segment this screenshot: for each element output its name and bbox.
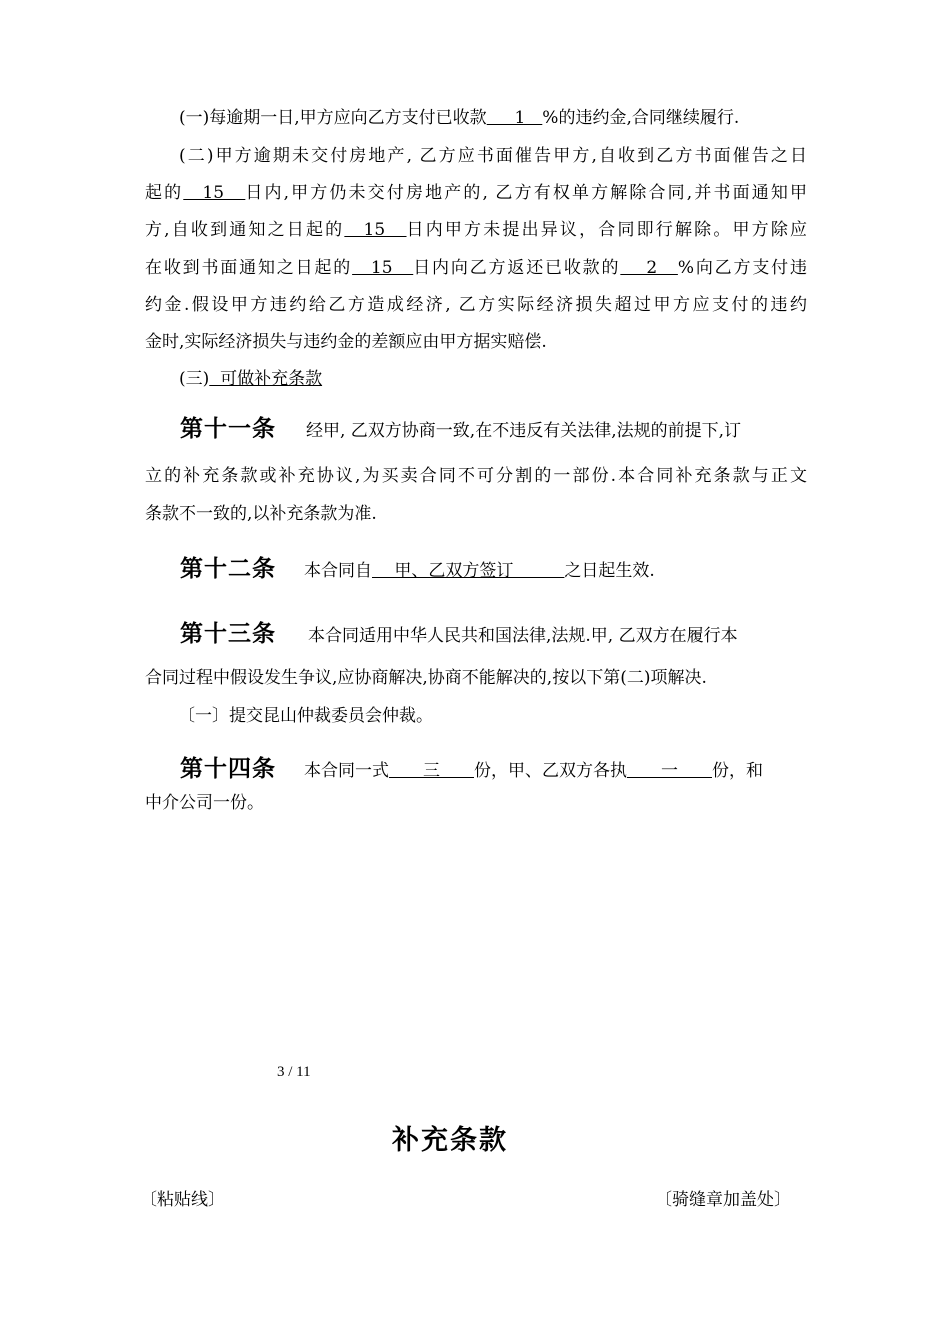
clause-10-item-1 <box>145 100 807 137</box>
supplement-title: 补充条款 <box>392 1125 508 1156</box>
penalty-rate-blank: 1 <box>486 108 543 128</box>
days-blank-1: 15 <box>183 183 246 203</box>
seam-seal-label: 〔骑缝章加盖处〕 <box>655 1190 791 1210</box>
item3-supplement-text: 可做补充条款 <box>209 369 323 389</box>
arbitration-option: 〔一〕提交昆山仲裁委员会仲裁。 <box>178 706 433 726</box>
each-copies-blank: 一 <box>627 761 712 781</box>
item1-text-b: %的违约金,合同继续履行. <box>542 108 740 128</box>
clause-13-line-2 <box>145 660 807 697</box>
item1-text-a: (一)每逾期一日,甲方应向乙方支付已收款 <box>179 108 487 128</box>
item2-line3-b: 日内甲方未提出异议，合同即行解除。甲方除应 <box>406 220 808 240</box>
days-blank-3: 15 <box>352 258 414 278</box>
clause-12 <box>180 550 807 583</box>
clause-14-text-b: 份，甲、乙双方各执 <box>474 761 627 781</box>
clause-13-text-2: 合同过程中假设发生争议,应协商解决,协商不能解决的,按以下第(二)项解决. <box>145 668 707 688</box>
percent-blank: 2 <box>620 258 678 278</box>
clause-14-text-2: 中介公司一份。 <box>145 793 264 813</box>
clause-11-text-1: 经甲, 乙双方协商一致,在不违反有关法律,法规的前提下,订 <box>306 421 742 441</box>
days-blank-2: 15 <box>344 220 407 240</box>
clause-12-text-b: 之日起生效. <box>564 561 655 581</box>
item2-line4-a: 在收到书面通知之日起的 <box>145 258 353 278</box>
clause-11-line-1 <box>180 410 807 443</box>
effective-condition-blank: 甲、乙双方签订 <box>372 561 565 581</box>
clause-10-item-2-line-1 <box>145 138 807 175</box>
clause-11-text-2: 立的补充条款或补充协议,为买卖合同不可分割的一部份.本合同补充条款与正文 <box>145 466 807 486</box>
clause-13-title: 第十三条 <box>180 621 276 647</box>
item2-line4-b: 日内向乙方返还已收款的 <box>413 258 621 278</box>
clause-12-text-a: 本合同自 <box>304 561 372 581</box>
item2-line4-c: %向乙方支付违 <box>677 258 807 278</box>
clause-14-text-a: 本合同一式 <box>304 761 389 781</box>
clause-10-item-2-line-6 <box>145 324 807 361</box>
clause-10-item-2-line-5 <box>145 287 807 324</box>
clause-11-title: 第十一条 <box>180 416 276 442</box>
paste-line-label: 〔粘贴线〕 <box>140 1190 225 1210</box>
clause-13-line-1 <box>180 615 807 648</box>
clause-14-line-1 <box>180 750 807 783</box>
item3-prefix: (三) <box>179 369 210 389</box>
clause-11-line-3 <box>145 496 807 533</box>
clause-10-item-3 <box>145 361 807 398</box>
item2-line2-b: 日内,甲方仍未交付房地产的, 乙方有权单方解除合同,并书面通知甲 <box>245 183 808 203</box>
clause-11-line-2 <box>145 458 807 495</box>
clause-11-text-3: 条款不一致的,以补充条款为准. <box>145 504 377 524</box>
clause-14-title: 第十四条 <box>180 756 276 782</box>
clause-14-text-c: 份，和 <box>712 761 763 781</box>
item2-line3-a: 方,自收到通知之日起的 <box>145 220 345 240</box>
page-number: 3 / 11 <box>277 1064 311 1080</box>
clause-12-title: 第十二条 <box>180 556 276 582</box>
clause-10-item-2-line-2 <box>145 175 807 212</box>
copies-blank: 三 <box>389 761 474 781</box>
item2-line6: 金时,实际经济损失与违约金的差额应由甲方据实赔偿. <box>145 332 547 352</box>
clause-13-text-1: 本合同适用中华人民共和国法律,法规.甲, 乙双方在履行本 <box>308 626 738 646</box>
clause-10-item-2-line-3 <box>145 212 807 249</box>
item2-line1: (二)甲方逾期未交付房地产, 乙方应书面催告甲方,自收到乙方书面催告之日 <box>179 146 807 166</box>
item2-line2-a: 起的 <box>145 183 184 203</box>
item2-line5: 约金.假设甲方违约给乙方造成经济, 乙方实际经济损失超过甲方应支付的违约 <box>145 295 807 315</box>
clause-13-option <box>178 698 807 735</box>
clause-10-item-2-line-4 <box>145 250 807 287</box>
clause-14-line-2 <box>145 785 807 822</box>
